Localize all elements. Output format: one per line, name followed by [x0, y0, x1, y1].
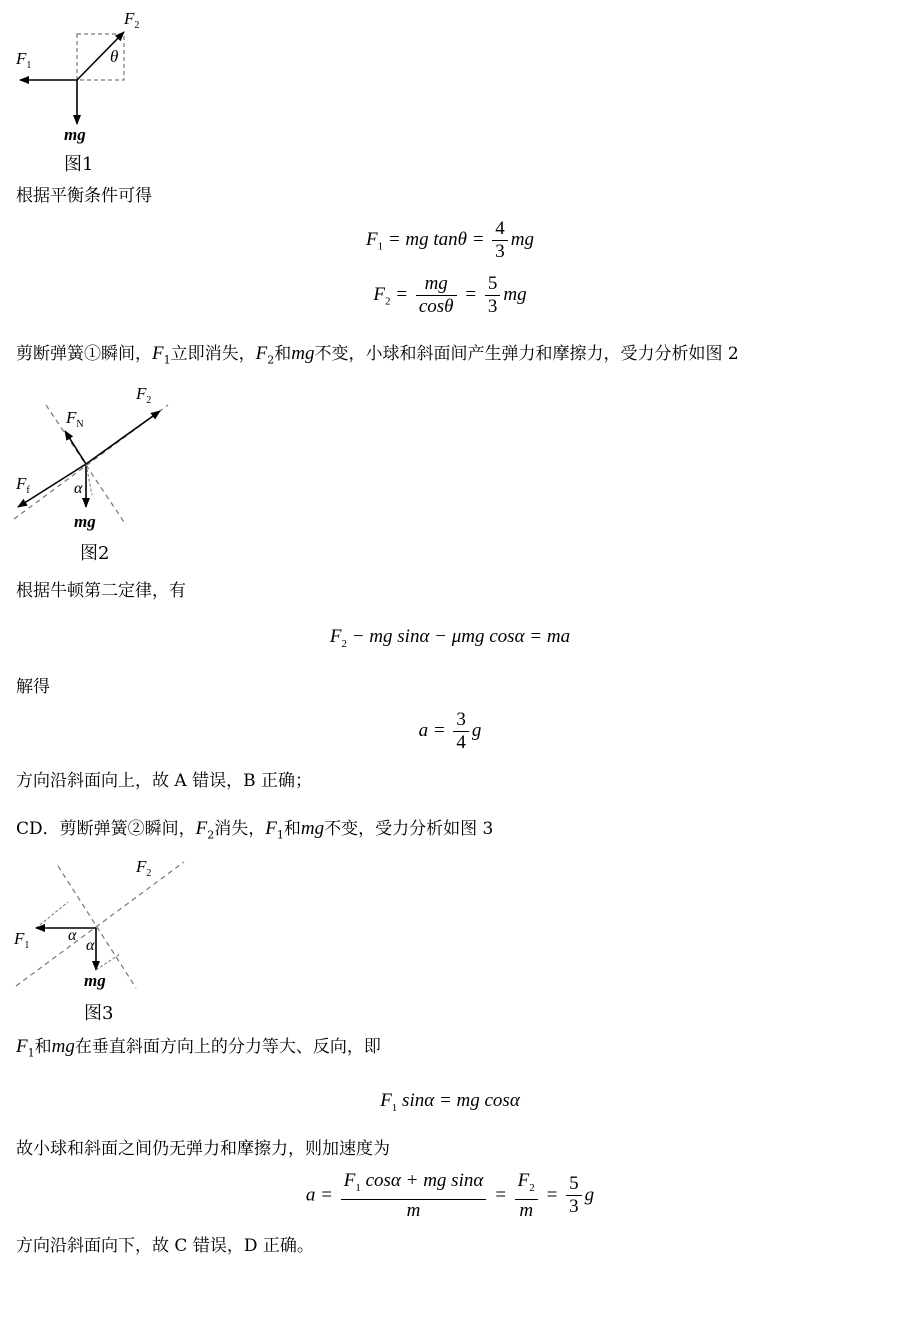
figure-3-caption: 图3: [84, 1003, 114, 1024]
label-theta: θ: [110, 47, 119, 66]
figure-1-diagram: [10, 10, 170, 150]
equation-newton: $F_2$ − mg sinα − μmg cosα = ma: [329, 626, 571, 650]
paragraph-no-friction: 故小球和斜面之间仍无弹力和摩擦力，则加速度为: [16, 1139, 390, 1159]
f1-component-dash: [36, 902, 68, 928]
label-f2: $F_2$: [124, 10, 140, 31]
paragraph-cut-spring-1: 剪断弹簧①瞬间，$F_1$立即消失，$F_2$和mg不变，小球和斜面间产生弹力和摩擦力，受力分析如图 2: [16, 343, 739, 367]
equation-balance: $F_1$ sinα = mg cosα: [380, 1090, 520, 1114]
f2-arrow: [86, 411, 160, 464]
label-alpha-2: α: [86, 937, 95, 954]
fn-arrow: [65, 431, 86, 464]
figure-1-caption: 图1: [64, 154, 94, 175]
label-mg: mg: [64, 125, 86, 144]
paragraph-cut-spring-2: CD．剪断弹簧②瞬间，$F_2$消失，$F_1$和mg不变，受力分析如图 3: [16, 818, 494, 842]
label-mg: mg: [74, 512, 96, 531]
label-alpha-1: α: [68, 927, 77, 944]
figure-3-diagram: [8, 848, 198, 998]
equation-a-up: a = $\frac{3}{4}$ g: [418, 709, 482, 753]
equation-a-down: a = $\frac{F_1 \cos\alpha + mg \sin\alpha}{m}$ = $\frac{F_2}{m}$ = $\frac{5}{3}$ g: [305, 1170, 595, 1221]
label-f1: $F_1$: [16, 49, 32, 71]
label-fn: $F_N$: [66, 408, 84, 430]
label-f1: $F_1$: [14, 929, 30, 951]
equation-f1: $F_1$ = mg tanθ = $\frac{4}{3}$ mg: [365, 218, 535, 262]
label-alpha: α: [74, 480, 83, 497]
label-f2: $F_2$: [136, 857, 152, 879]
paragraph-solve: 解得: [16, 677, 50, 697]
paragraph-newton: 根据牛顿第二定律，有: [16, 581, 186, 601]
label-f2: $F_2$: [136, 385, 152, 406]
equation-f2: $F_2$ = $\frac{mg}{\cos\theta}$ = $\frac{5}{3}$ mg: [373, 273, 527, 317]
paragraph-direction-down: 方向沿斜面向下，故 C 错误，D 正确。: [16, 1236, 314, 1256]
paragraph-perpendicular: $F_1$和mg在垂直斜面方向上的分力等大、反向，即: [16, 1036, 381, 1060]
paragraph-equilibrium: 根据平衡条件可得: [16, 186, 152, 206]
label-mg: mg: [84, 971, 106, 990]
paragraph-direction-up: 方向沿斜面向上，故 A 错误，B 正确；: [16, 771, 312, 791]
mg-component-dash: [96, 954, 120, 970]
figure-2-caption: 图2: [80, 543, 110, 564]
label-ff: $F_f$: [16, 474, 30, 496]
figure-2-diagram: [8, 385, 188, 535]
